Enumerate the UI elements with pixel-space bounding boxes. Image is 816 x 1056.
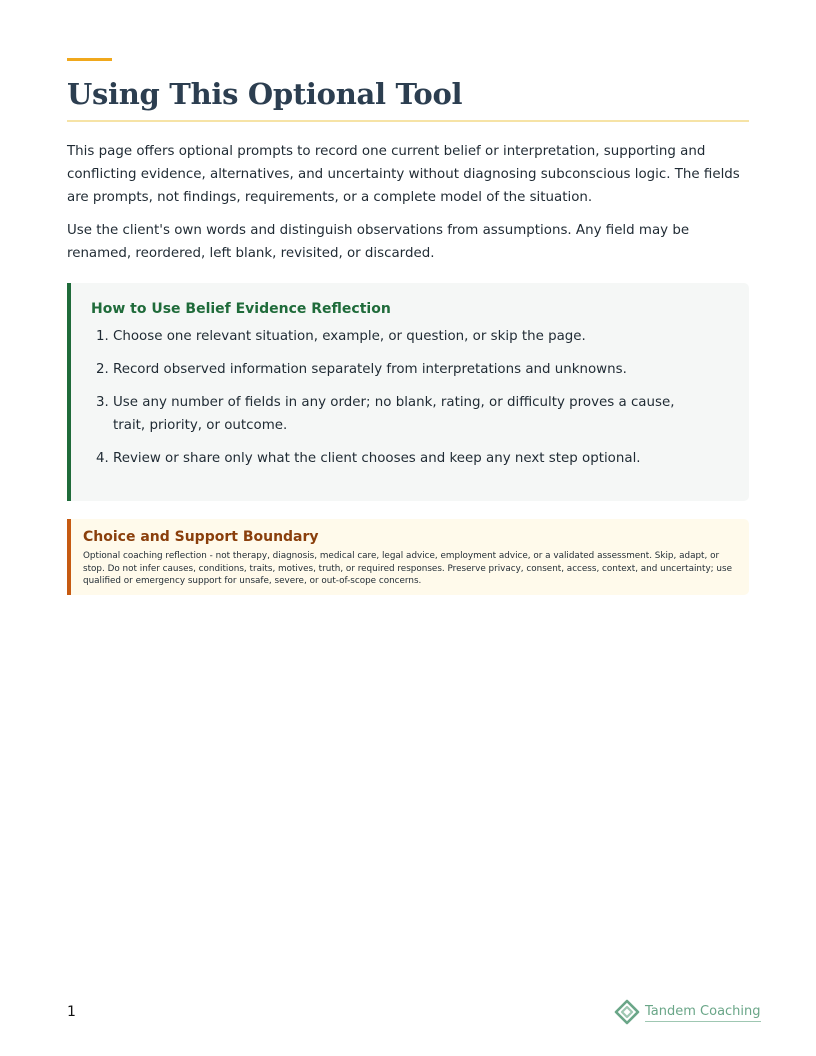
intro-paragraph: Use the client's own words and distinguish observations from assumptions. Any field may be renamed, reordered, left blank, revisited, or discarded. bbox=[67, 223, 690, 261]
how-to-title: How to Use Belief Evidence Reflection bbox=[91, 301, 391, 317]
diamond-logo-icon bbox=[614, 999, 640, 1025]
how-to-step: 3. Use any number of fields in any order; no blank, rating, or difficulty proves a cause, trait, priority, or outcome. bbox=[113, 391, 709, 437]
support-boundary-panel bbox=[67, 519, 749, 595]
brand-name: Tandem Coaching bbox=[645, 1003, 761, 1022]
title-accent-bar bbox=[67, 58, 112, 61]
how-to-panel bbox=[67, 283, 749, 501]
how-to-step: 4. Review or share only what the client chooses and keep any next step optional. bbox=[113, 447, 709, 470]
intro-paragraph: This page offers optional prompts to record one current belief or interpretation, supporting and conflicting evidence, alternatives, and uncertainty without diagnosing subconscious logic. The fields are prompts, not findings, requirements, or a complete model of the situation. bbox=[67, 144, 740, 205]
boundary-title: Choice and Support Boundary bbox=[83, 529, 319, 545]
page-title: Using This Optional Tool bbox=[67, 77, 463, 111]
how-to-step: 1. Choose one relevant situation, example, or question, or skip the page. bbox=[113, 325, 709, 348]
page-number: 1 bbox=[67, 1004, 76, 1020]
how-to-steps bbox=[91, 325, 709, 470]
boundary-text: Optional coaching reflection - not therapy, diagnosis, medical care, legal advice, employment advice, or a validated assessment. Skip, adapt, or stop. Do not infer causes, conditions, traits, motives, truth, or required responses. Preserve privacy, consent, access, context, and uncertainty; use qualified or emergency support for unsafe, severe, or out-of-scope concerns. bbox=[83, 551, 732, 586]
how-to-step: 2. Record observed information separately from interpretations and unknowns. bbox=[113, 358, 709, 381]
title-divider bbox=[67, 120, 749, 122]
intro-section bbox=[67, 140, 749, 275]
brand-logo bbox=[614, 999, 761, 1025]
